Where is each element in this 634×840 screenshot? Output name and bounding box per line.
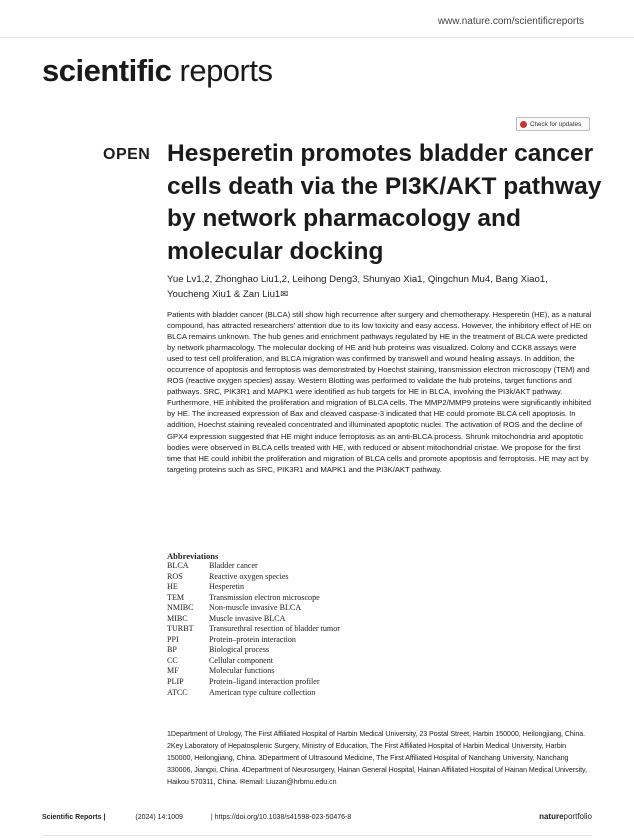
check-for-updates-button[interactable] — [516, 117, 590, 131]
nature-portfolio-logo — [539, 812, 592, 821]
abbreviation-meaning: American type culture collection — [209, 687, 316, 697]
footer-doi-link[interactable]: | https://doi.org/10.1038/s41598-023-50476-8 — [210, 814, 352, 821]
abbreviation-code: TURBT — [167, 624, 194, 634]
abbreviation-row — [167, 582, 340, 593]
article-title: Hesperetin promotes bladder cancer cells death via the PI3K/AKT pathway by network pharmacology and molecular docking — [167, 140, 602, 265]
header-divider — [0, 37, 634, 38]
abbreviations-heading: Abbreviations — [167, 551, 219, 561]
abbreviation-row — [167, 572, 340, 583]
abbreviation-row — [167, 688, 340, 699]
abbreviation-code: MIBC — [167, 613, 188, 623]
publisher-bold: nature — [539, 812, 564, 821]
author-list: Yue Lv1,2, Zhonghao Liu1,2, Leihong Deng3, Shunyao Xia1, Qingchun Mu4, Bang Xiao1, Youcheng Xiu1 & Zan Liu1✉ — [167, 274, 548, 300]
footer-divider — [42, 835, 592, 836]
site-url-link[interactable]: www.nature.com/scientificreports — [437, 16, 584, 27]
abbreviation-meaning: Non-muscle invasive BLCA — [209, 603, 302, 613]
footer-issue: (2024) 14:1009 — [135, 814, 183, 821]
abbreviation-code: ATCC — [167, 687, 188, 697]
affiliations: 1Department of Urology, The First Affiliated Hospital of Harbin Medical University, 23 Postal Street, Harbin 150000, Heilongjiang, China. 2Key Laboratory of Hepatosplenic Surgery, Ministry of Education, The First Affiliated Hospital of Harbin Medical University, Harbin 150000, Heilongjiang, China. 3Department of Ultrasound Medicine, The First Affiliated Hospital of Nanchang University, Nanchang 330006, Jiangxi, China. 4Department of Neurosurgery, Hainan General Hospital, Hainan Affiliated Hospital of Hainan Medical University, Haikou 570311, China. ✉email: Liuzan@hrbmu.edu.cn — [167, 730, 587, 786]
abbreviation-meaning: Biological process — [209, 645, 270, 655]
abbreviation-meaning: Reactive oxygen species — [209, 571, 289, 581]
journal-logo[interactable] — [42, 53, 273, 89]
abbreviation-code: TEM — [167, 592, 185, 602]
abbreviation-row — [167, 561, 340, 572]
abbreviation-meaning: Transmission electron microscope — [209, 592, 320, 602]
abbreviation-meaning: Muscle invasive BLCA — [209, 613, 286, 623]
abbreviation-meaning: Cellular component — [209, 655, 274, 665]
abbreviation-code: NMIBC — [167, 603, 194, 613]
abbreviation-code: PLIP — [167, 677, 184, 687]
abbreviation-meaning: Molecular functions — [209, 666, 275, 676]
page-footer — [42, 812, 592, 821]
abbreviations-list — [167, 561, 340, 698]
publisher-light: portfolio — [563, 812, 592, 821]
abbreviation-code: MF — [167, 666, 179, 676]
abbreviation-row — [167, 593, 340, 604]
abbreviation-row — [167, 645, 340, 656]
abstract: Patients with bladder cancer (BLCA) still show high recurrence after surgery and chemotherapy. Hesperetin (HE), as a natural compound, has attracted researchers’ attention due to its low toxicity and easy access. However, the inhibitory effect of HE on BLCA remains unknown. The hub genes and enrichment pathways regulated by HE in the treatment of BLCA were predicted by network pharmacology. The molecular docking of HE and hub proteins was visualized. Colony and CCK8 assays were used to test cell proliferation, and BLCA migration was confirmed by transwell and wound healing assays. In addition, the occurrence of apoptosis and ferroptosis was demonstrated by Hoechst staining, transmission electron microscopy (TEM) and ROS (reactive oxygen species) assay. Western Blotting was performed to validate the hub proteins, target functions and pathways. SRC, PIK3R1 and MAPK1 were identified as hub targets for HE in BLCA, involving the PI3k/AKT pathway. Furthermore, HE inhibited the proliferation and migration of BLCA cells. The MMP2/MMP9 proteins were significantly inhibited by HE. The increased expression of Bax and cleaved caspase-3 indicated that HE could promote BLCA cell apoptosis. In addition, Hoechst staining revealed concentrated and illuminated apoptotic nuclei. The activation of ROS and the decline of GPX4 expression suggested that HE might induce ferroptosis as an anti-BLCA process. Shrunk mitochondria and apoptotic bodies were observed in BLCA cells treated with HE, with reduced or absent mitochondrial cristae. We propose for the first time that HE could inhibit the proliferation and migration of BLCA cells and promote apoptosis and ferroptosis. HE may act by targeting proteins such as SRC, PIK3R1 and MAPK1 and the PI3K/AKT pathway. — [167, 310, 592, 474]
check-updates-label: Check for updates — [530, 120, 582, 128]
abbreviation-meaning: Hesperetin — [209, 582, 245, 592]
abbreviation-code: HE — [167, 582, 178, 592]
abbreviation-row — [167, 656, 340, 667]
check-updates-icon — [520, 121, 527, 128]
abbreviation-code: PPI — [167, 634, 179, 644]
open-access-label: OPEN — [103, 146, 151, 163]
abbreviation-code: BLCA — [167, 561, 189, 570]
abbreviation-code: ROS — [167, 571, 183, 581]
abbreviation-meaning: Protein–protein interaction — [209, 634, 296, 644]
abbreviation-row — [167, 603, 340, 614]
abbreviation-meaning: Bladder cancer — [209, 561, 258, 570]
journal-name-light: reports — [171, 53, 273, 88]
abbreviation-meaning: Transurethral resection of bladder tumor — [209, 624, 340, 634]
abbreviation-row — [167, 677, 340, 688]
abbreviation-row — [167, 624, 340, 635]
abbreviation-code: BP — [167, 645, 177, 655]
abbreviation-row — [167, 635, 340, 646]
abbreviation-meaning: Protein–ligand interaction profiler — [209, 677, 320, 687]
abbreviation-row — [167, 614, 340, 625]
footer-journal: Scientific Reports | — [42, 814, 106, 821]
abbreviation-row — [167, 666, 340, 677]
abbreviation-code: CC — [167, 655, 178, 665]
journal-name-bold: scientific — [42, 53, 172, 88]
